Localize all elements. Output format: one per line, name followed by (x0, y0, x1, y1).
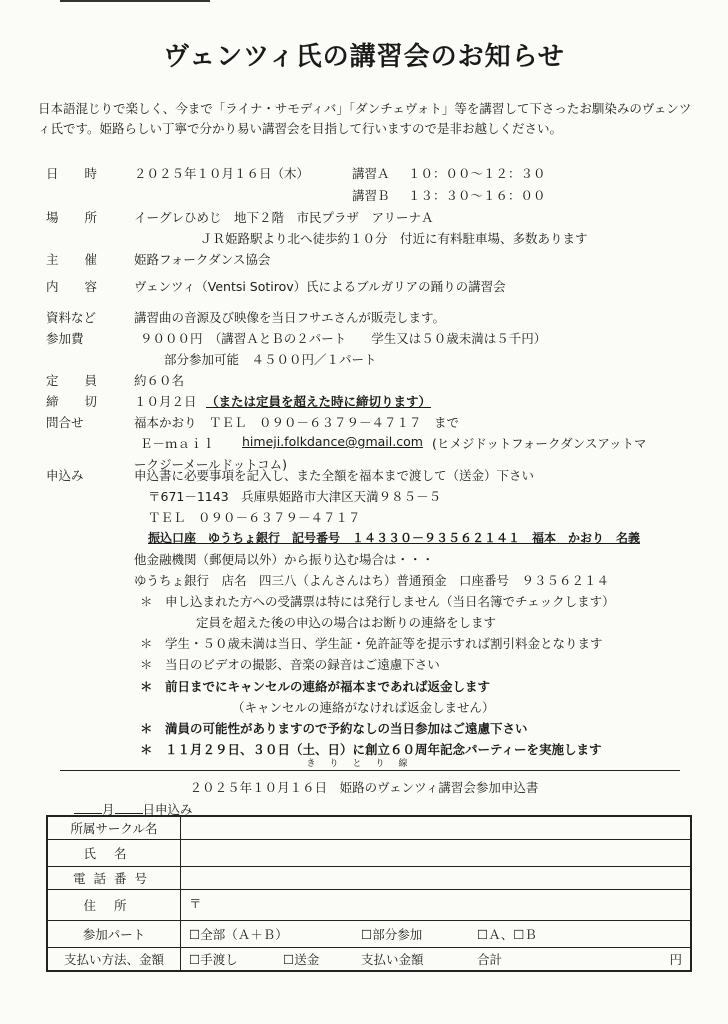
note-5: ＊ 満員の可能性がありますので予約なしの当日参加はご遠慮下さい (140, 721, 528, 736)
total-cell[interactable] (469, 948, 691, 972)
note-3: ＊ 当日のビデオの撮影、音楽の録音はご遠慮下さい (140, 657, 440, 672)
contact-label: 問合せ (46, 415, 84, 430)
phone-field[interactable] (181, 867, 692, 890)
date-label: 日時 (46, 166, 124, 181)
circle-field[interactable] (181, 816, 692, 840)
materials-value: 講習曲の音源及び映像を当日フサエさんが販売します。 (134, 310, 446, 325)
address-label: 住所 (47, 890, 181, 921)
apply-tel: ＴＥＬ ０９０－６３７９－４７１７ (148, 510, 361, 525)
zip-mark: 〒 (189, 896, 202, 911)
payment-label: 支払い方法、金額 (47, 948, 181, 972)
email-link[interactable]: himeji.folkdance@gmail.com (242, 434, 423, 449)
part-partial-option[interactable]: ☐部分参加 (353, 921, 469, 948)
apply-instructions: 申込書に必要事項を記入し、また全額を福本まで渡して（送金）下さい (134, 468, 535, 483)
materials-label: 資料など (46, 310, 97, 325)
deadline-date: １０月２日 (134, 394, 197, 409)
place-label: 場所 (46, 210, 124, 225)
deadline-note: （または定員を超えた時に締切ります） (206, 394, 432, 409)
fee-label: 参加費 (46, 331, 84, 346)
circle-label: 所属サークル名 (47, 816, 181, 840)
name-label: 氏名 (47, 840, 181, 867)
part-ab-option[interactable]: ☐Ａ、☐Ｂ (469, 921, 691, 948)
top-edge-line (60, 0, 210, 2)
address-field[interactable] (181, 890, 692, 921)
email-reading-2: ークジーメールドットコム) (134, 457, 288, 472)
name-field[interactable] (181, 840, 692, 867)
yucho-branch-info: ゆうちょ銀行 店名 四三八（よんさんはち）普通預金 口座番号 ９３５６２１４ (134, 573, 610, 588)
note-4-cont: （キャンセルの連絡がなければ返金しません） (232, 700, 495, 715)
note-1: ＊ 申し込まれた方への受講票は特には発行しません（当日名簿でチェックします） (140, 594, 615, 609)
capacity-value: 約６０名 (134, 373, 185, 388)
capacity-label: 定員 (46, 373, 124, 388)
other-bank-note: 他金融機関（郵便局以外）から振り込む場合は・・・ (134, 552, 435, 567)
cut-line (60, 770, 680, 771)
pay-hand-option[interactable]: ☐手渡し (181, 948, 276, 972)
host-value: 姫路フォークダンス協会 (134, 252, 271, 267)
fee-line-1: ９０００円 （講習ＡとＢの２パート 学生又は５０歳未満は５千円） (140, 331, 547, 346)
part-label: 参加パート (47, 921, 181, 948)
note-6: ＊ １１月２９日、３０日（土、日）に創立６０周年記念パーティーを実施します (140, 742, 602, 757)
day-label: 日申込み (142, 802, 193, 817)
email-reading: (ヒメジドットフォークダンスアットマ (432, 436, 647, 451)
note-2: ＊ 学生・５０歳未満は当日、学生証・免許証等を提示すれば割引料金となります (140, 636, 603, 651)
apply-label: 申込み (46, 468, 84, 483)
content-value: ヴェンツィ（Ventsi Sotirov）氏によるブルガリアの踊りの講習会 (134, 279, 506, 294)
event-date: ２０２５年１０月１６日（木） (134, 166, 310, 181)
deadline-label: 締切 (46, 394, 124, 409)
host-label: 主催 (46, 252, 124, 267)
email-label: Ｅ－ｍａｉｌ (140, 436, 216, 451)
yen-label: 円 (669, 952, 682, 967)
phone-label: 電話番号 (47, 867, 181, 890)
apply-address: 〒671－1143 兵庫県姫路市大津区天満９８５－５ (148, 489, 442, 504)
pay-send-option[interactable]: ☐送金 (275, 948, 353, 972)
session-a-label: 講習Ａ (352, 166, 390, 181)
month-label: 月 (102, 802, 115, 817)
place-line-2: ＪＲ姫路駅より北へ徒歩約１０分 付近に有料駐車場、多数あります (200, 231, 588, 246)
intro-paragraph: 日本語混じりで楽しく、今まで「ライナ・サモディバ」「ダンチェヴォト」等を講習して下さったお馴染みのヴェンツィ氏です。姫路らしい丁寧で分かり易い講習会を目指して行いますので是非お越しください。 (38, 101, 692, 136)
page-title: ヴェンツィ氏の講習会のお知らせ (163, 42, 565, 72)
session-b-label: 講習Ｂ (352, 188, 390, 203)
place-line-1: イーグレひめじ 地下２階 市民プラザ アリーナＡ (134, 210, 434, 225)
month-blank[interactable] (74, 801, 102, 814)
session-a-time: １０：００～１２：３０ (408, 166, 546, 181)
cut-line-label: きりとり線 (306, 759, 422, 769)
part-all-option[interactable]: ☐全部（Ａ＋Ｂ） (181, 921, 354, 948)
session-b-time: １３：３０～１６：００ (408, 188, 546, 203)
fee-line-2: 部分参加可能 ４５００円／１パート (164, 352, 377, 367)
day-blank[interactable] (115, 801, 143, 814)
form-title: ２０２５年１０月１６日 姫路のヴェンツィ講習会参加申込書 (189, 780, 539, 795)
note-4: ＊ 前日までにキャンセルの連絡が福本まであれば返金します (140, 679, 491, 694)
contact-phone: 福本かおり ＴＥＬ ０９０－６３７９－４７１７ まで (134, 415, 460, 430)
pay-amount-label: 支払い金額 (353, 948, 469, 972)
content-label: 内容 (46, 279, 124, 294)
note-1-cont: 定員を超えた後の申込の場合はお断りの連絡をします (196, 615, 497, 630)
bank-account: 振込口座 ゆうちょ銀行 記号番号 １４３３０－９３５６２１４１ 福本 かおり 名義 (148, 531, 641, 545)
application-form (46, 815, 692, 972)
total-label: 合計 (477, 952, 503, 967)
